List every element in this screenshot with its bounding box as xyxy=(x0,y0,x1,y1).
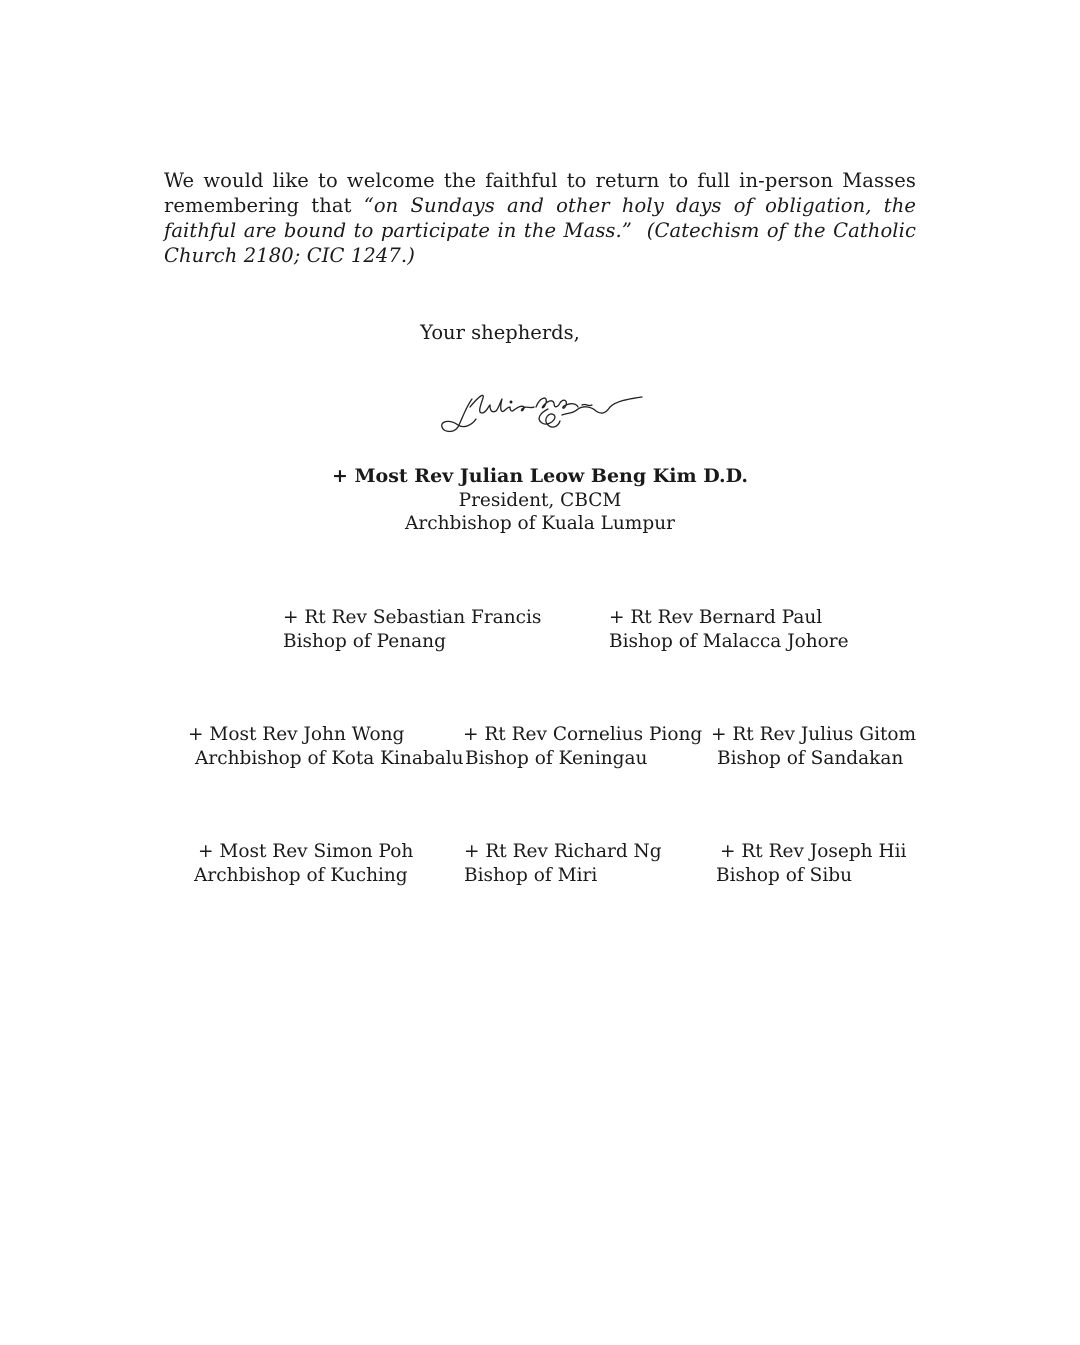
bishop-name: + Rt Rev Joseph Hii xyxy=(720,841,907,862)
bishop-title: Bishop of Sibu xyxy=(716,864,852,886)
president-see: Archbishop of Kuala Lumpur xyxy=(405,513,675,534)
closing-salutation: Your shepherds, xyxy=(420,321,580,344)
bishop-name: + Rt Rev Cornelius Piong xyxy=(463,724,703,745)
body-citation: (Catechism of the Catholic Church 2180; CIC 1247.) xyxy=(164,219,916,267)
president-name: + Most Rev Julian Leow Beng Kim D.D. xyxy=(331,465,749,487)
bishop-title: Bishop of Sandakan xyxy=(717,747,904,769)
bishop-name: + Most Rev Simon Poh xyxy=(198,841,414,862)
bishop-entry xyxy=(194,840,413,887)
bishop-title: Bishop of Malacca Johore xyxy=(609,630,849,652)
body-paragraph xyxy=(164,168,916,268)
bishop-entry xyxy=(609,606,849,653)
bishop-name: + Rt Rev Bernard Paul xyxy=(609,607,823,628)
bishop-name: + Rt Rev Julius Gitom xyxy=(711,724,917,745)
bishop-title: Bishop of Miri xyxy=(464,864,598,886)
president-signature-block xyxy=(0,465,1080,536)
bishop-title: Archbishop of Kota Kinabalu xyxy=(195,747,464,769)
body-quote: “on Sundays and other holy days of obligation, the faithful are bound to participate in the Mass.” xyxy=(164,194,916,242)
bishop-title: Bishop of Penang xyxy=(283,630,446,652)
bishop-entry xyxy=(463,723,702,770)
bishop-entry xyxy=(188,723,464,770)
president-role: President, CBCM xyxy=(458,489,622,511)
bishop-entry xyxy=(283,606,541,653)
bishop-name: + Most Rev John Wong xyxy=(188,724,405,745)
bishop-entry xyxy=(716,840,906,887)
bishop-entry xyxy=(464,840,662,887)
bishop-title: Bishop of Keningau xyxy=(465,747,648,769)
bishop-name: + Rt Rev Richard Ng xyxy=(464,841,662,862)
bishop-title: Archbishop of Kuching xyxy=(194,864,408,886)
body-text: We would like to welcome the faithful to return to full in-person Masses remembering that xyxy=(164,169,916,217)
bishop-entry xyxy=(711,723,916,770)
bishop-name: + Rt Rev Sebastian Francis xyxy=(283,607,542,628)
signature-image xyxy=(436,385,648,441)
